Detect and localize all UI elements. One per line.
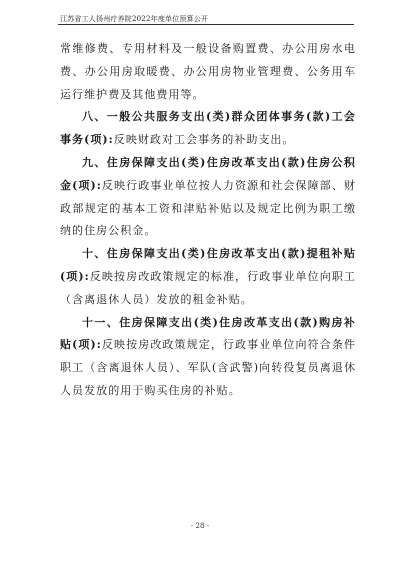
document-body	[60, 38, 356, 403]
paragraph-text: 反映财政对工会事务的补助支出。	[113, 133, 295, 147]
document-header: 江苏省工人扬州疗养院2022年度单位预算公开	[60, 15, 209, 23]
paragraph-continuation	[60, 38, 356, 106]
paragraph-heading: 十一、住房保障支出(类)住房改革支出(款)购房补贴(项):	[60, 315, 356, 352]
paragraph-text: 反映按房改政策规定，行政事业单位向符合条件职工（含离退休人员）、军队(含武警)向转役复员离退休人员发放的用于购买住房的补贴。	[60, 338, 356, 397]
page-number: - 28 -	[190, 522, 210, 530]
paragraph-heading: 八、一般公共服务支出(类)群众团体事务(款)工会事务(项):	[60, 110, 356, 147]
paragraph-rent-subsidy	[60, 243, 356, 311]
paragraph-housing-provident-fund	[60, 152, 356, 243]
paragraph-text: 反映行政事业单位按人力资源和社会保障部、财政部规定的基本工资和津贴补贴以及规定比例为职工缴纳的住房公积金。	[60, 178, 356, 238]
paragraph-union-affairs	[60, 106, 356, 152]
header-divider	[58, 24, 354, 25]
paragraph-text: 反映按房改政策规定的标准，行政事业单位向职工（含离退休人员）发放的租金补贴。	[60, 269, 356, 306]
paragraph-text: 常维修费、专用材料及一般设备购置费、办公用房水电费、办公用房取暖费、办公用房物业管理费、公务用车运行维护费及其他费用等。	[60, 42, 356, 101]
paragraph-heading: 九、住房保障支出(类)住房改革支出(款)住房公积金(项):	[60, 155, 356, 192]
paragraph-heading: 十、住房保障支出(类)住房改革支出(款)提租补贴(项):	[60, 247, 356, 283]
paragraph-housing-purchase-subsidy	[60, 312, 356, 403]
